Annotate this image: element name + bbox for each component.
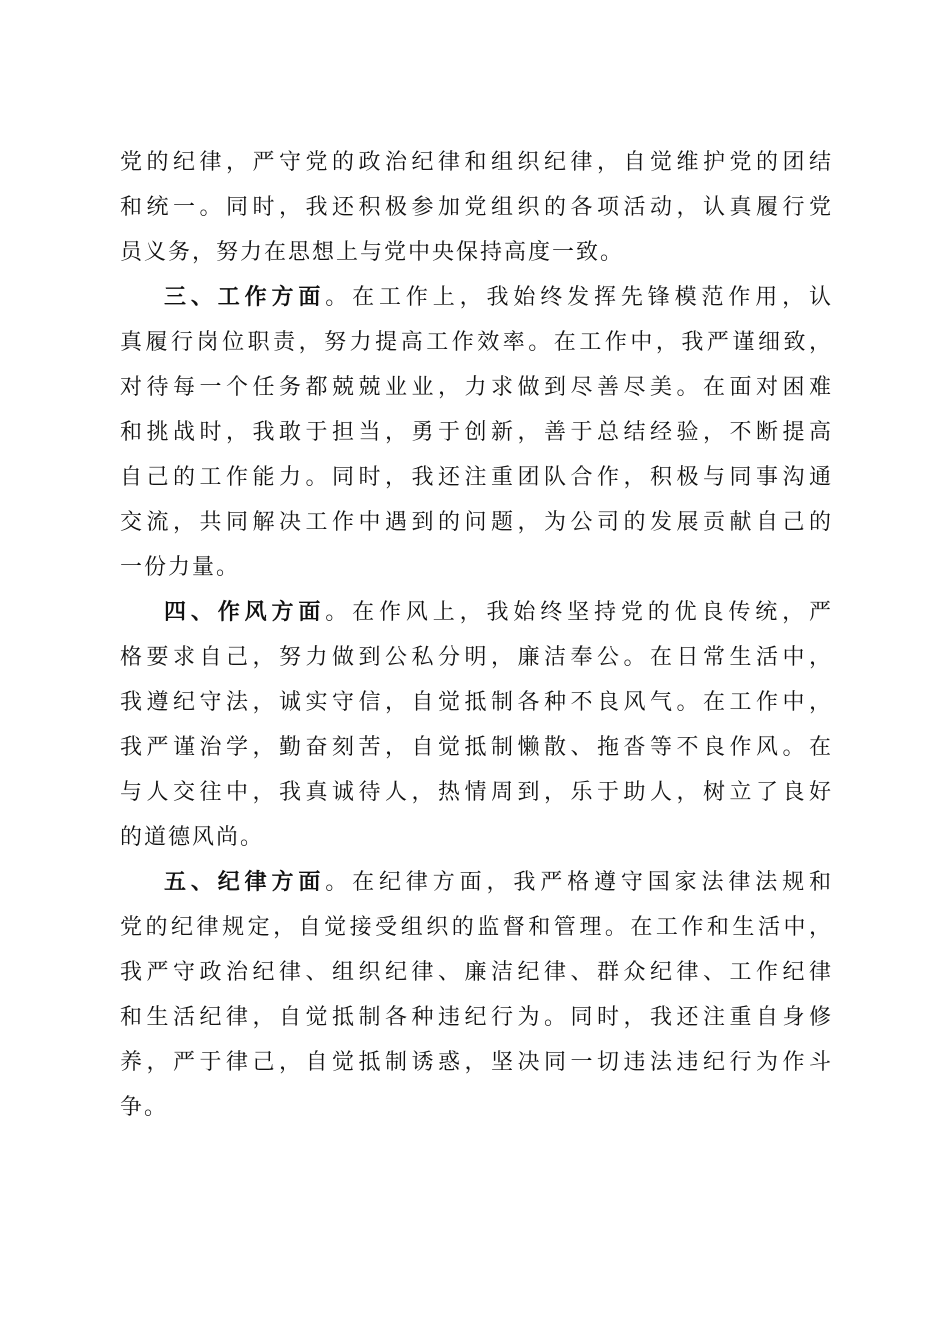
text-line: 养，严于律己，自觉抵制诱惑，坚决同一切违法违纪行为作斗 <box>120 1050 832 1075</box>
text-run: 。在工作上，我始终发挥先锋模范作用，认 <box>325 285 832 310</box>
text-line: 我遵纪守法，诚实守信，自觉抵制各种不良风气。在工作中， <box>120 690 832 715</box>
paragraph-continuation <box>120 140 832 275</box>
text-line: 我严谨治学，勤奋刻苦，自觉抵制懒散、拖沓等不良作风。在 <box>120 735 832 760</box>
text-line: 自己的工作能力。同时，我还注重团队合作，积极与同事沟通 <box>120 465 832 490</box>
document-page <box>120 140 832 1130</box>
section-heading-discipline: 五、纪律方面 <box>164 870 326 895</box>
text-line: 党的纪律，严守党的政治纪律和组织纪律，自觉维护党的团结 <box>120 150 832 175</box>
text-line: 交流，共同解决工作中遇到的问题，为公司的发展贡献自己的 <box>120 510 832 535</box>
paragraph-style <box>120 590 832 860</box>
text-line: 争。 <box>120 1095 169 1120</box>
text-line <box>120 275 832 320</box>
section-heading-work: 三、工作方面 <box>164 285 326 310</box>
section-heading-style: 四、作风方面 <box>164 600 326 625</box>
text-line: 的道德风尚。 <box>120 825 265 850</box>
text-run: 。在作风上，我始终坚持党的优良传统，严 <box>325 600 832 625</box>
text-line: 一份力量。 <box>120 555 241 580</box>
text-line: 格要求自己，努力做到公私分明，廉洁奉公。在日常生活中， <box>120 645 832 670</box>
text-line: 与人交往中，我真诚待人，热情周到，乐于助人，树立了良好 <box>120 780 832 805</box>
text-line: 对待每一个任务都兢兢业业，力求做到尽善尽美。在面对困难 <box>120 375 832 400</box>
text-line: 真履行岗位职责，努力提高工作效率。在工作中，我严谨细致， <box>120 330 832 355</box>
text-line: 和统一。同时，我还积极参加党组织的各项活动，认真履行党 <box>120 195 832 220</box>
paragraph-work <box>120 275 832 590</box>
text-line: 我严守政治纪律、组织纪律、廉洁纪律、群众纪律、工作纪律 <box>120 960 832 985</box>
text-line <box>120 590 832 635</box>
text-line: 和生活纪律，自觉抵制各种违纪行为。同时，我还注重自身修 <box>120 1005 832 1030</box>
text-line: 员义务，努力在思想上与党中央保持高度一致。 <box>120 240 625 265</box>
text-line: 和挑战时，我敢于担当，勇于创新，善于总结经验，不断提高 <box>120 420 832 445</box>
text-run: 。在纪律方面，我严格遵守国家法律法规和 <box>325 870 832 895</box>
text-line: 党的纪律规定，自觉接受组织的监督和管理。在工作和生活中， <box>120 915 832 940</box>
text-line <box>120 860 832 905</box>
paragraph-discipline <box>120 860 832 1130</box>
